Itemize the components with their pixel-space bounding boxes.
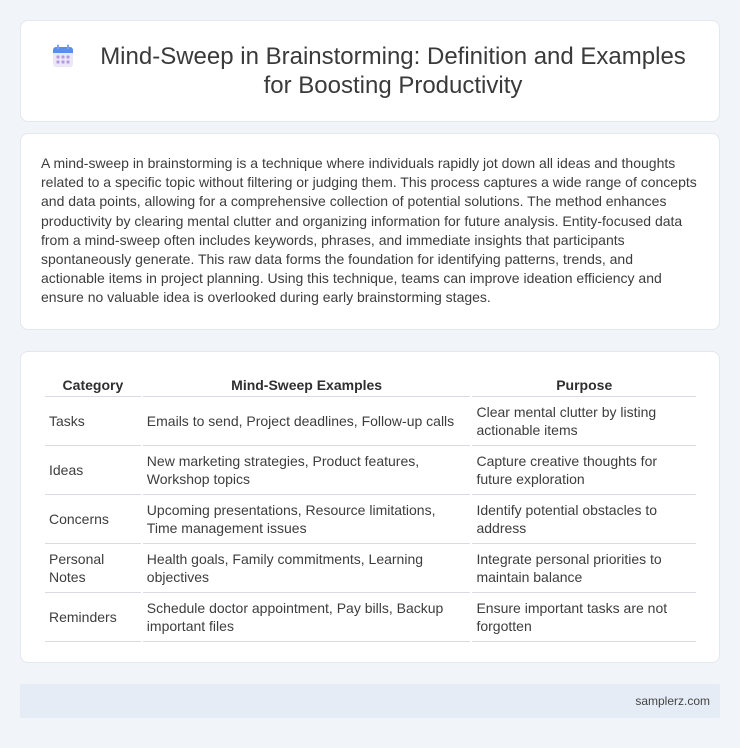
table-row <box>45 446 696 495</box>
title-row <box>52 42 688 100</box>
description-text: A mind-sweep in brainstorming is a technique where individuals rapidly jot down all ideas and thoughts related to a specific topic without filtering or judging them. This process captures a wide range of concepts and data points, allowing for a comprehensive collection of potential solutions. The method enhances productivity by clearing mental clutter and organizing information for future analysis. Entity-focused data from a mind-sweep often includes keywords, phrases, and immediate insights that participants spontaneously generate. This raw data forms the foundation for identifying patterns, trends, and actionable items in project planning. Using this technique, teams can improve ideation efficiency and ensure no valuable idea is overlooked during early brainstorming stages. <box>41 155 697 306</box>
cell-purpose: Identify potential obstacles to address <box>472 495 696 544</box>
calendar-icon <box>52 44 74 68</box>
footer-bar <box>20 684 720 718</box>
table-row <box>45 397 696 446</box>
cell-category: Ideas <box>45 446 141 495</box>
cell-purpose: Ensure important tasks are not forgotten <box>472 593 696 642</box>
description-card <box>20 133 720 330</box>
table-card <box>20 351 720 663</box>
title-card <box>20 20 720 122</box>
cell-examples: Schedule doctor appointment, Pay bills, Backup important files <box>143 593 471 642</box>
cell-examples: Upcoming presentations, Resource limitations, Time management issues <box>143 495 471 544</box>
cell-category: Concerns <box>45 495 141 544</box>
header-examples: Mind-Sweep Examples <box>143 372 471 397</box>
examples-table <box>43 372 698 642</box>
cell-category: Reminders <box>45 593 141 642</box>
cell-examples: Emails to send, Project deadlines, Follow-up calls <box>143 397 471 446</box>
cell-category: Personal Notes <box>45 544 141 593</box>
table-row <box>45 544 696 593</box>
header-purpose: Purpose <box>472 372 696 397</box>
header-category: Category <box>45 372 141 397</box>
cell-category: Tasks <box>45 397 141 446</box>
table-row <box>45 495 696 544</box>
cell-purpose: Clear mental clutter by listing actionable items <box>472 397 696 446</box>
table-row <box>45 593 696 642</box>
cell-examples: New marketing strategies, Product features, Workshop topics <box>143 446 471 495</box>
cell-examples: Health goals, Family commitments, Learning objectives <box>143 544 471 593</box>
cell-purpose: Integrate personal priorities to maintain balance <box>472 544 696 593</box>
page-title: Mind-Sweep in Brainstorming: Definition and Examples for Boosting Productivity <box>100 43 686 99</box>
footer-site-link[interactable]: samplerz.com <box>635 694 710 708</box>
cell-purpose: Capture creative thoughts for future exploration <box>472 446 696 495</box>
table-header-row <box>45 372 696 397</box>
